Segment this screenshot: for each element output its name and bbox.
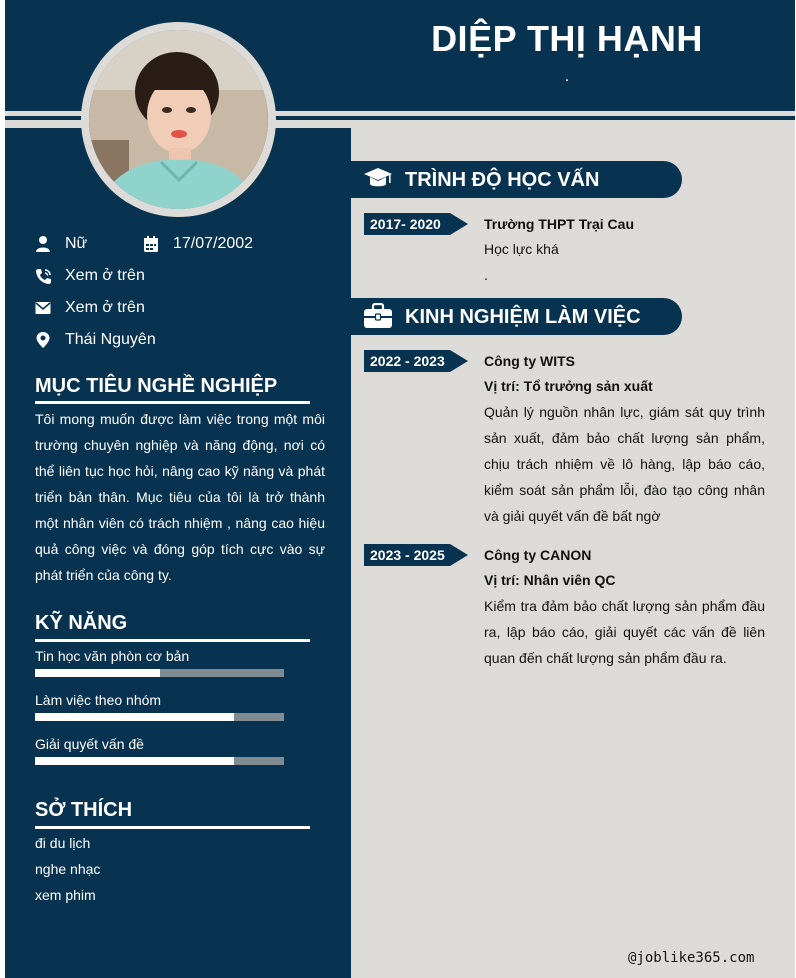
experience-header — [351, 298, 682, 335]
education-header — [351, 161, 682, 198]
briefcase-icon — [363, 303, 393, 330]
experience-description: Kiểm tra đảm bảo chất lượng sản phẩm đầu ra, lập báo cáo, giải quyết các vấn đề liên quan đến chất lượng sản phẩm đầu ra. — [484, 598, 765, 666]
person-name: DIỆP THỊ HẠNH — [431, 18, 703, 59]
objective-text: Tôi mong muốn được làm việc trong một môi trường chuyên nghiệp và năng động, nơi có thể liên tục học hỏi, nâng cao kỹ năng và phát triển bản thân. Mục tiêu của tôi là trở thành một nhân viên có trách nhiệm , nâng cao hiệu quả công việc và đóng góp tích cực vào sự phát triển của công ty. — [35, 411, 325, 583]
birthdate-value: 17/07/2002 — [173, 235, 254, 252]
calendar-icon — [143, 235, 159, 253]
education-school: Trường THPT Trại Cau — [484, 216, 634, 232]
experience-description: Quản lý nguồn nhân lực, giám sát quy trình sản xuất, đảm bảo chất lượng sản phẩm, chịu trách nhiệm về lô hàng, lập báo cáo, kiểm soát sản phẩm lỗi, đào tạo công nhân và giải quyết vấn đề bất ngờ — [484, 404, 765, 524]
address-value: Thái Nguyên — [65, 331, 156, 348]
avatar-photo — [89, 30, 268, 209]
skills-title: KỸ NĂNG — [35, 612, 128, 634]
experience-title: KINH NGHIỆM LÀM VIỆC — [405, 306, 641, 328]
experience-company: Công ty WITS — [484, 353, 575, 369]
objective-title: MỤC TIÊU NGHỀ NGHIỆP — [35, 375, 278, 397]
experience-company: Công ty CANON — [484, 547, 592, 563]
hobbies-title: SỞ THÍCH — [35, 799, 133, 821]
objective-rule — [35, 401, 310, 404]
person-subtitle: . — [564, 68, 570, 85]
experience-period-tag — [364, 544, 468, 566]
envelope-icon — [35, 299, 51, 317]
gender-value: Nữ — [65, 235, 88, 252]
skill-label: Tin học văn phòn cơ bản — [35, 648, 190, 664]
skill-progress-bar — [35, 757, 284, 765]
experience-period-tag — [364, 350, 468, 372]
experience-position: Vị trí: Tổ trưởng sản xuất — [484, 378, 653, 394]
skill-progress-fill — [35, 669, 160, 677]
hobby-item: xem phim — [35, 887, 96, 903]
phone-icon — [35, 267, 51, 285]
experience-period: 2023 - 2025 — [370, 547, 445, 563]
education-detail: Học lực khá — [484, 241, 559, 257]
hobby-item: đi du lịch — [35, 835, 91, 851]
education-note: . — [484, 267, 488, 283]
experience-position: Vị trí: Nhân viên QC — [484, 572, 616, 588]
cv-page — [5, 0, 795, 978]
education-period-tag — [364, 213, 468, 235]
skill-label: Làm việc theo nhóm — [35, 692, 162, 708]
education-title: TRÌNH ĐỘ HỌC VẤN — [405, 169, 600, 191]
location-pin-icon — [35, 331, 51, 349]
skill-progress-bar — [35, 713, 284, 721]
watermark: @joblike365.com — [628, 950, 755, 966]
experience-period: 2022 - 2023 — [370, 353, 445, 369]
skill-progress-fill — [35, 713, 234, 721]
hobbies-rule — [35, 826, 310, 829]
education-period: 2017- 2020 — [370, 216, 441, 232]
graduation-cap-icon — [363, 166, 393, 193]
avatar — [89, 30, 268, 209]
skill-progress-fill — [35, 757, 234, 765]
hobby-item: nghe nhạc — [35, 861, 101, 877]
skill-progress-bar — [35, 669, 284, 677]
email-value: Xem ở trên — [65, 299, 145, 316]
phone-value: Xem ở trên — [65, 267, 145, 284]
user-icon — [35, 235, 51, 253]
skill-label: Giải quyết vấn đề — [35, 736, 144, 752]
skills-rule — [35, 639, 310, 642]
